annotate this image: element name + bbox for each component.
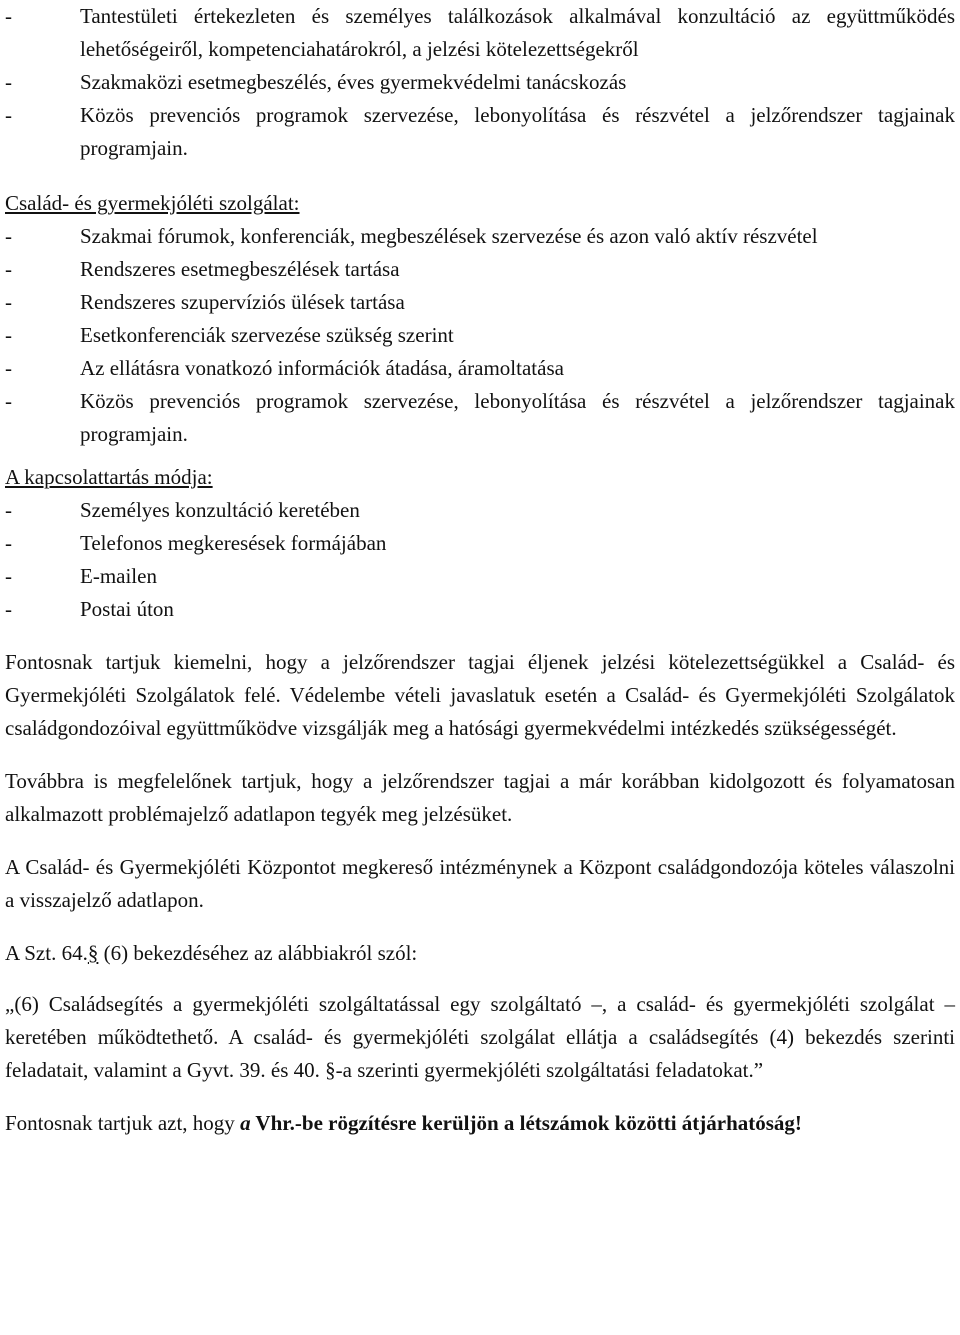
- list-item: - Rendszeres esetmegbeszélések tartása: [5, 253, 955, 286]
- section-heading-contact: A kapcsolattartás módja:: [5, 465, 213, 489]
- list-item: - Rendszeres szupervíziós ülések tartása: [5, 286, 955, 319]
- conclusion-bold-text: Vhr.-be rögzítésre kerüljön a létszámok közötti átjárhatóság!: [250, 1111, 802, 1135]
- section-sign: §: [87, 941, 99, 965]
- contact-list: [5, 494, 955, 626]
- list-item: - Telefonos megkeresések formájában: [5, 527, 955, 560]
- law-quote: „(6) Családsegítés a gyermekjóléti szolgáltatással egy szolgáltató –, a család- és gyermekjóléti szolgálat – keretében működtethető. A család- és gyermekjóléti szolgálat ellátja a családsegítés (4) bekezdés szerinti feladatait, valamint a Gyvt. 39. és 40. §-a szerinti gyermekjóléti szolgáltatási feladatokat.”: [5, 992, 955, 1082]
- list-item: - Közös prevenciós programok szervezése, lebonyolítása és részvétel a jelzőrendszer tagjainak programjain.: [5, 385, 955, 451]
- paragraph-signal-duty: Fontosnak tartjuk kiemelni, hogy a jelzőrendszer tagjai éljenek jelzési kötelezettségükkel a Család- és Gyermekjóléti Szolgálatok felé. Védelembe vételi javaslatuk esetén a Család- és Gyermekjóléti Szolgálatok családgondozóival együttműködve vizsgálják meg a hatósági gyermekvédelmi intézkedés szükségességét.: [5, 650, 955, 740]
- list-item: - Az ellátásra vonatkozó információk átadása, áramoltatása: [5, 352, 955, 385]
- paragraph-response-form: A Család- és Gyermekjóléti Központot megkereső intézménynek a Központ családgondozója köteles válaszolni a visszajelző adatlapon.: [5, 855, 955, 912]
- paragraph-law-reference: [5, 937, 955, 970]
- paragraph-conclusion: [5, 1107, 955, 1140]
- conclusion-emphasis: a: [240, 1111, 251, 1135]
- list-item: - Szakmaközi esetmegbeszélés, éves gyermekvédelmi tanácskozás: [5, 66, 955, 99]
- law-reference-text: A Szt. 64.: [5, 941, 88, 965]
- list-item: - Esetkonferenciák szervezése szükség szerint: [5, 319, 955, 352]
- list-item: - E-mailen: [5, 560, 955, 593]
- family-service-list: [5, 220, 955, 451]
- law-reference-text: (6) bekezdéséhez az alábbiakról szól:: [98, 941, 418, 965]
- list-item: - Közös prevenciós programok szervezése, lebonyolítása és részvétel a jelzőrendszer tagjainak programjain.: [5, 99, 955, 165]
- list-item: - Tantestületi értekezleten és személyes találkozások alkalmával konzultáció az együttműködés lehetőségeiről, kompetenciahatárokról, a jelzési kötelezettségekről: [5, 0, 955, 66]
- list-item: - Postai úton: [5, 593, 955, 626]
- conclusion-text: Fontosnak tartjuk azt, hogy: [5, 1111, 241, 1135]
- list-item: - Személyes konzultáció keretében: [5, 494, 955, 527]
- document-page: [5, 0, 955, 1140]
- paragraph-problem-form: Továbbra is megfelelőnek tartjuk, hogy a jelzőrendszer tagjai a már korábban kidolgozott és folyamatosan alkalmazott problémajelző adatlapon tegyék meg jelzésüket.: [5, 769, 955, 826]
- list-item: - Szakmai fórumok, konferenciák, megbeszélések szervezése és azon való aktív részvétel: [5, 220, 955, 253]
- section-heading-family-service: Család- és gyermekjóléti szolgálat:: [5, 191, 300, 215]
- top-list: [5, 0, 955, 165]
